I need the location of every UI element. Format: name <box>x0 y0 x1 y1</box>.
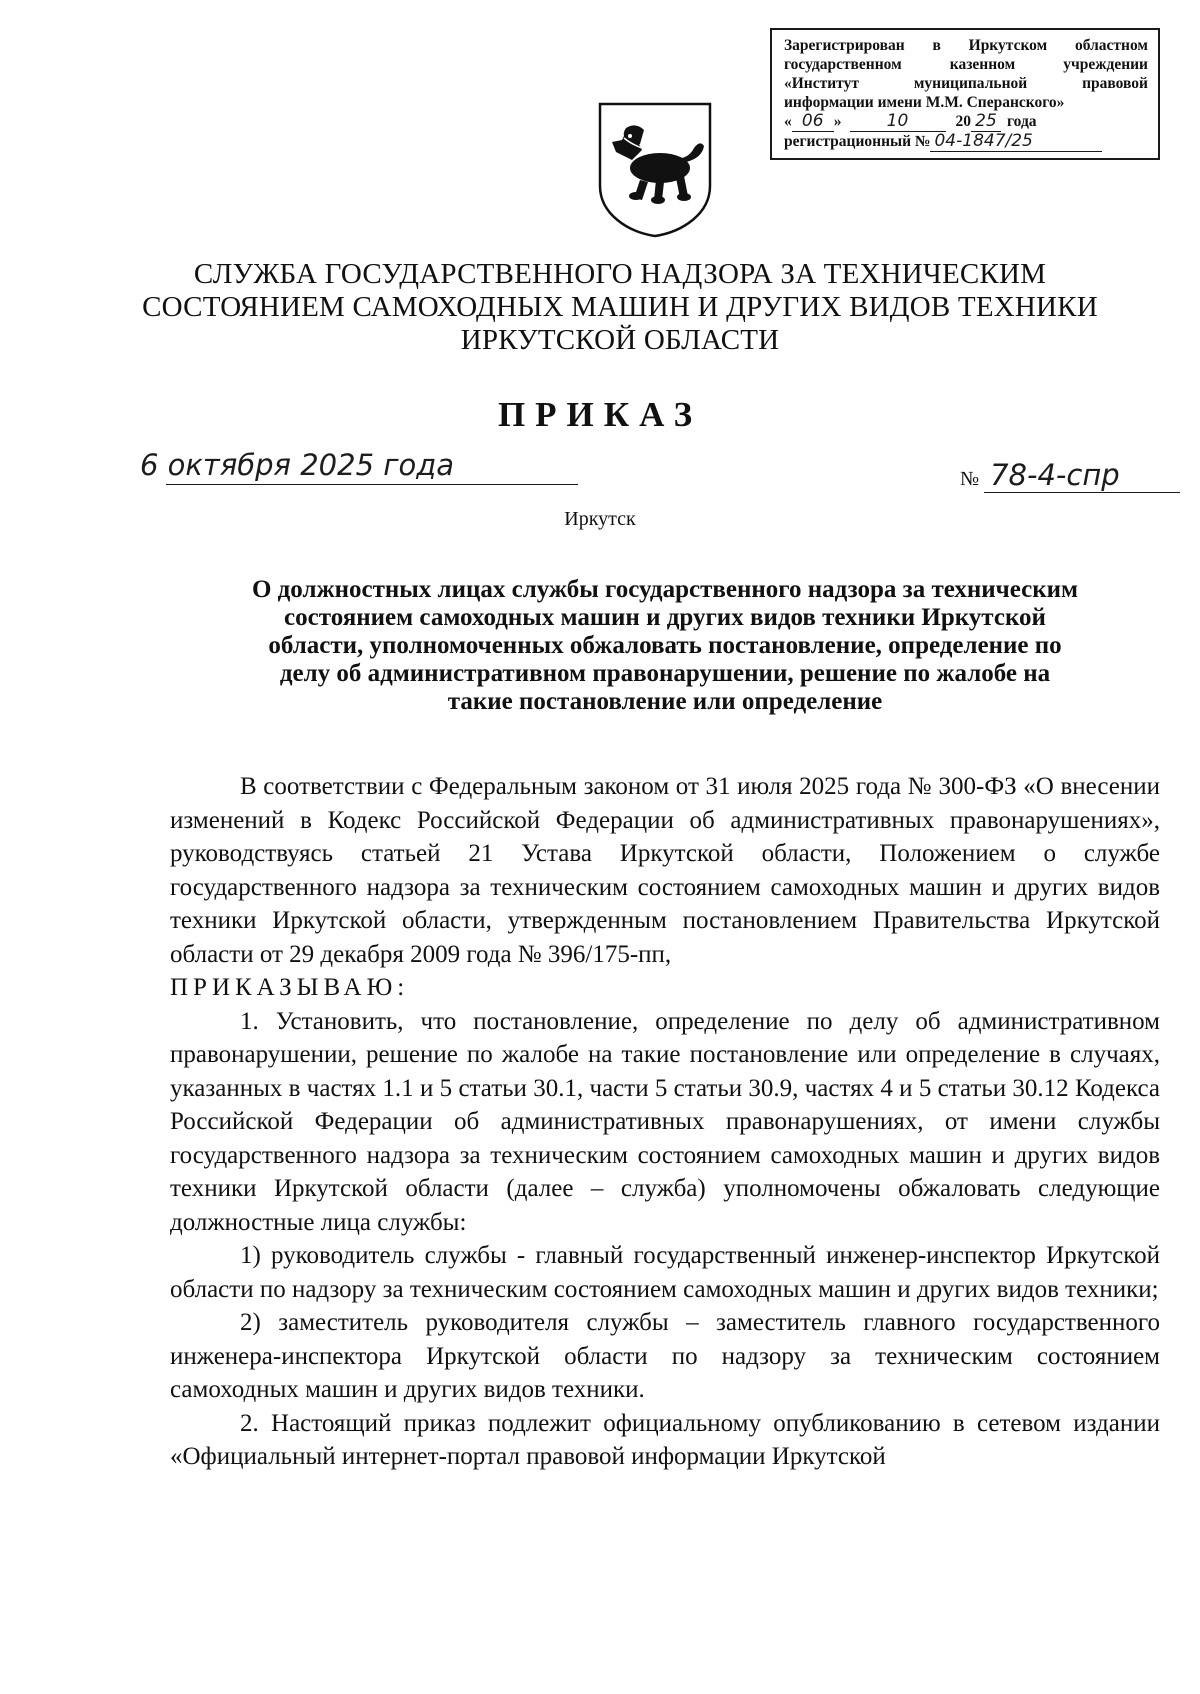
agency-name <box>90 258 1150 357</box>
stamp-day: 06 <box>792 112 834 132</box>
agency-name-line-1: СЛУЖБА ГОСУДАРСТВЕННОГО НАДЗОРА ЗА ТЕХНИЧЕСКИМ <box>193 258 1047 290</box>
registration-stamp <box>770 28 1160 160</box>
stamp-year-suffix: 25 <box>971 112 1001 132</box>
order-number-value: 78-4-спр <box>984 458 1180 493</box>
stamp-year-word: года <box>1007 113 1037 130</box>
order-number <box>960 458 1180 493</box>
order-date-underline <box>166 484 578 485</box>
stamp-quote-open: « <box>784 113 792 130</box>
stamp-reg-number: 04-1847/25 <box>930 132 1102 152</box>
stamp-year-prefix: 20 <box>955 113 971 130</box>
title-line-1: О должностных лицах службы государственного надзора за техническим <box>251 576 1079 603</box>
preamble-paragraph: В соответствии с Федеральным законом от 31 июля 2025 года № 300-ФЗ «О внесении изменений в Кодекс Российской Федерации об административных правонарушениях», руководствуясь статьей 21 Устава Иркутской области, Положением о службе государственного надзора за техническим состоянием самоходных машин и других видов техники Иркутской области, утвержденным постановлением Правительства Иркутской области от 29 декабря 2009 года № 396/175-пп, <box>170 773 1160 968</box>
title-line-3: области, уполномоченных обжаловать постановление, определение по <box>268 632 1062 659</box>
order-date <box>140 448 454 482</box>
title-line-2: состоянием самоходных машин и других видов техники Иркутской <box>284 604 1046 631</box>
stamp-month: 10 <box>850 112 946 132</box>
sable-coat-of-arms-icon <box>596 100 714 240</box>
stamp-reg-label: регистрационный № <box>784 133 931 150</box>
sub-item-1-paragraph: 1) руководитель службы - главный государственный инженер-инспектор Иркутской области по надзору за техническим состоянием самоходных машин и других видов техники; <box>170 1242 1160 1303</box>
stamp-reg-line <box>784 132 1148 152</box>
stamp-line-2: государственном казенном учреждении <box>784 56 1148 73</box>
sub-item-2-paragraph: 2) заместитель руководителя службы – заместитель главного государственного инженера-инспектора Иркутской области по надзору за техническим состоянием самоходных машин и других видов техники. <box>170 1309 1160 1403</box>
order-date-text: 6 октября 2025 года <box>140 448 455 482</box>
title-line-5: такие постановление или определение <box>447 688 883 715</box>
stamp-line-1: Зарегистрирован в Иркутском областном <box>784 37 1148 54</box>
agency-name-line-2: СОСТОЯНИЕМ САМОХОДНЫХ МАШИН И ДРУГИХ ВИДОВ ТЕХНИКИ <box>142 291 1098 323</box>
stamp-date-line <box>784 112 1148 132</box>
document-type: ПРИКАЗ <box>497 395 703 434</box>
city: Иркутск <box>564 508 636 530</box>
order-verb: ПРИКАЗЫВАЮ: <box>170 974 410 1001</box>
item-1-paragraph: 1. Установить, что постановление, определение по делу об административном правонарушении, решение по жалобе на такие постановление или определение в случаях, указанных в частях 1.1 и 5 статьи 30.1, части 5 статьи 30.9, частях 4 и 5 статьи 30.12 Кодекса Российской Федерации об административных правонарушениях, от имени службы государственного надзора за техническим состоянием самоходных машин и других видов техники Иркутской области (далее – служба) уполномочены обжаловать следующие должностные лица службы: <box>170 1007 1160 1236</box>
title-line-4: делу об административном правонарушении, решение по жалобе на <box>279 660 1051 687</box>
stamp-line-3: «Институт муниципальной правовой <box>784 75 1148 92</box>
document-title <box>170 576 1160 716</box>
order-number-label: № <box>960 468 980 490</box>
stamp-line-4: информации имени М.М. Сперанского» <box>784 94 1065 111</box>
item-2-paragraph: 2. Настоящий приказ подлежит официальному опубликованию в сетевом издании «Официальный интернет-портал правовой информации Иркутской <box>170 1409 1160 1470</box>
document-body <box>170 770 1160 1474</box>
stamp-quote-close: » <box>833 113 842 130</box>
agency-name-line-3: ИРКУТСКОЙ ОБЛАСТИ <box>460 324 780 356</box>
